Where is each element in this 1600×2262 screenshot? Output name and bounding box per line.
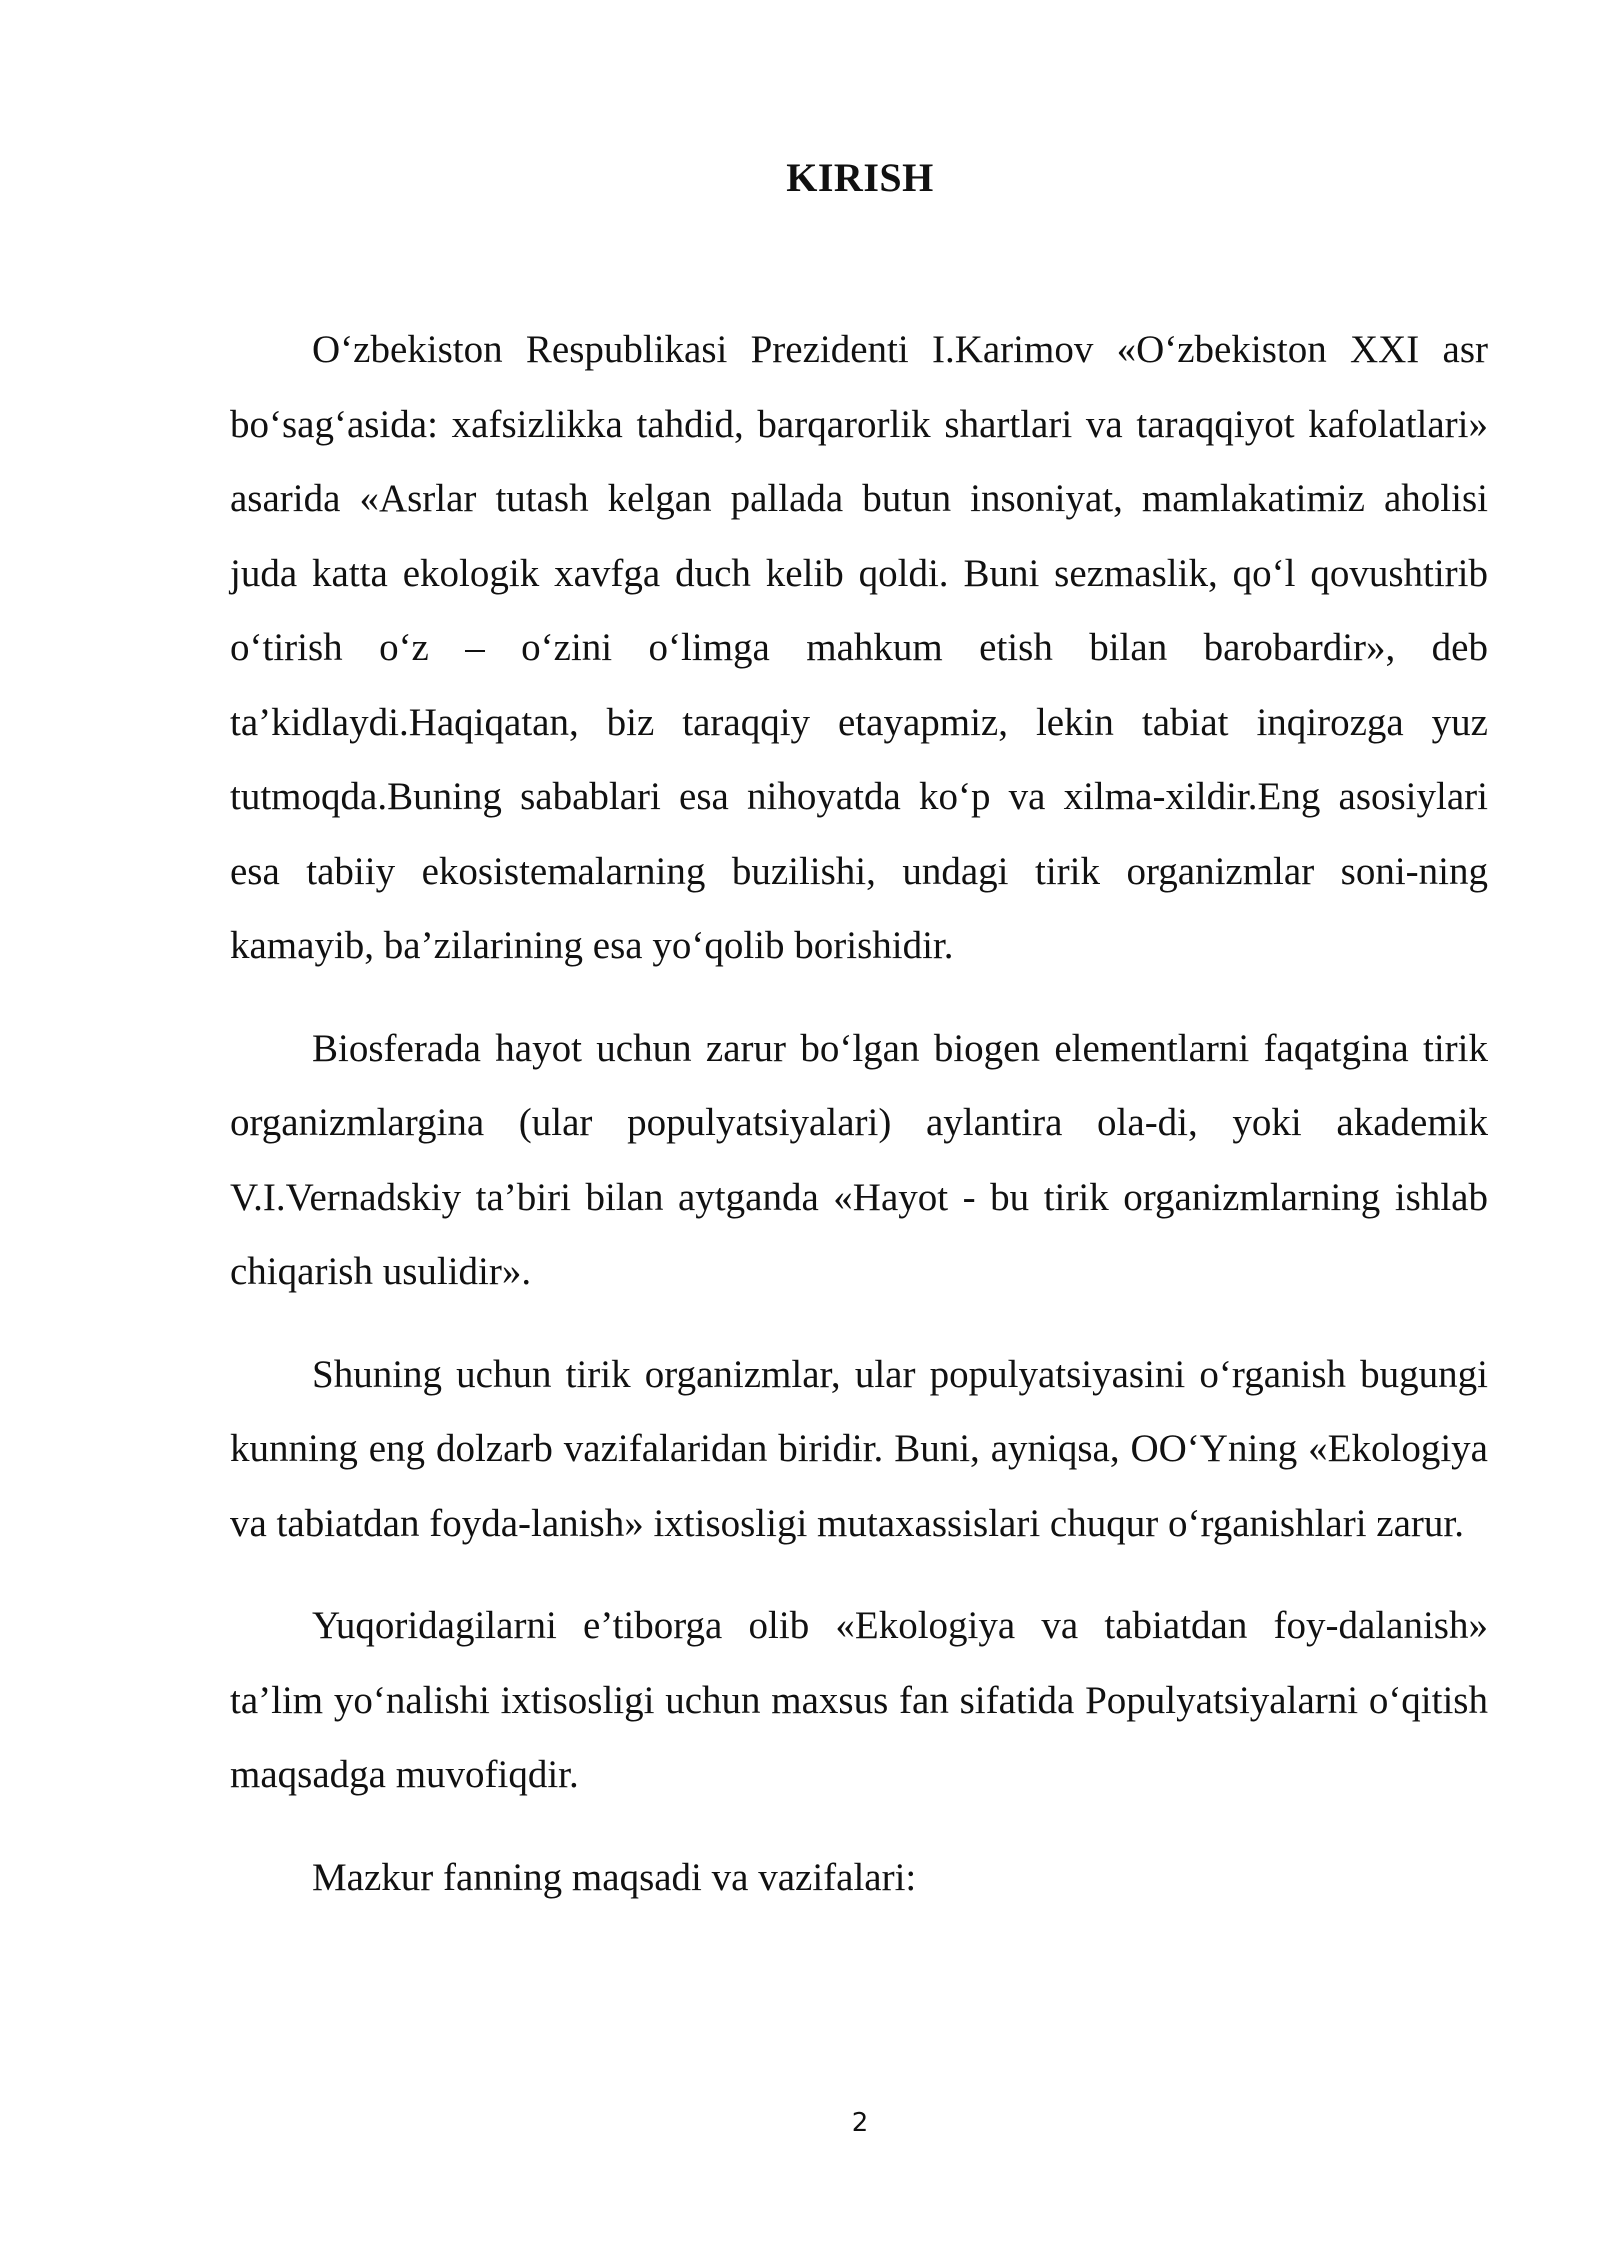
body-text <box>230 313 1488 1943</box>
paragraph-biosphere: Biosferada hayot uchun zarur bo‘lgan biogen elementlarni faqatgina tirik organizmlargina (ular populyatsiyalari) aylantira ola-di, yoki akademik V.I.Vernadskiy ta’biri bilan aytganda «Hayot - bu tirik organizmlarning ishlab chiqarish usulidir». <box>230 1026 1488 1293</box>
page-title: KIRISH <box>786 155 934 200</box>
paragraph-goals-heading: Mazkur fanning maqsadi va vazifalari: <box>312 1855 917 1899</box>
page-number: 2 <box>851 2108 869 2138</box>
paragraph-course-purpose: Yuqoridagilarni e’tiborga olib «Ekologiya va tabiatdan foy-dalanish» ta’lim yo‘nalishi ixtisosligi uchun maxsus fan sifatida Populyatsiyalarni o‘qitish maqsadga muvofiqdir. <box>230 1604 1488 1796</box>
paragraph-study-importance: Shuning uchun tirik organizmlar, ular populyatsiyasini o‘rganish bugungi kunning eng dolzarb vazifalaridan biridir. Buni, ayniqsa, OO‘Yning «Ekologiya va tabiatdan foyda-lanish» ixtisosligi mutaxassislari chuqur o‘rganishlari zarur. <box>230 1352 1488 1545</box>
paragraph-intro: O‘zbekiston Respublikasi Prezidenti I.Karimov «O‘zbekiston XXI asr bo‘sag‘asida: xafsizlikka tahdid, barqarorlik shartlari va taraqqiyot kafolatlari» asarida «Asrlar tutash kelgan pallada butun insoniyat, mamlakatimiz aholisi juda katta ekologik xavfga duch kelib qoldi. Buni sezmaslik, qo‘l qovushtirib o‘tirish o‘z – o‘zini o‘limga mahkum etish bilan barobardir», deb ta’kidlaydi.Haqiqatan, biz taraqqiy etayapmiz, lekin tabiat inqirozga yuz tutmoqda.Buning sabablari esa nihoyatda ko‘p va xilma-xildir.Eng asosiylari esa tabiiy ekosistemalarning buzilishi, undagi tirik organizmlar soni-ning kamayib, ba’zilarining esa yo‘qolib borishidir. <box>230 328 1488 967</box>
